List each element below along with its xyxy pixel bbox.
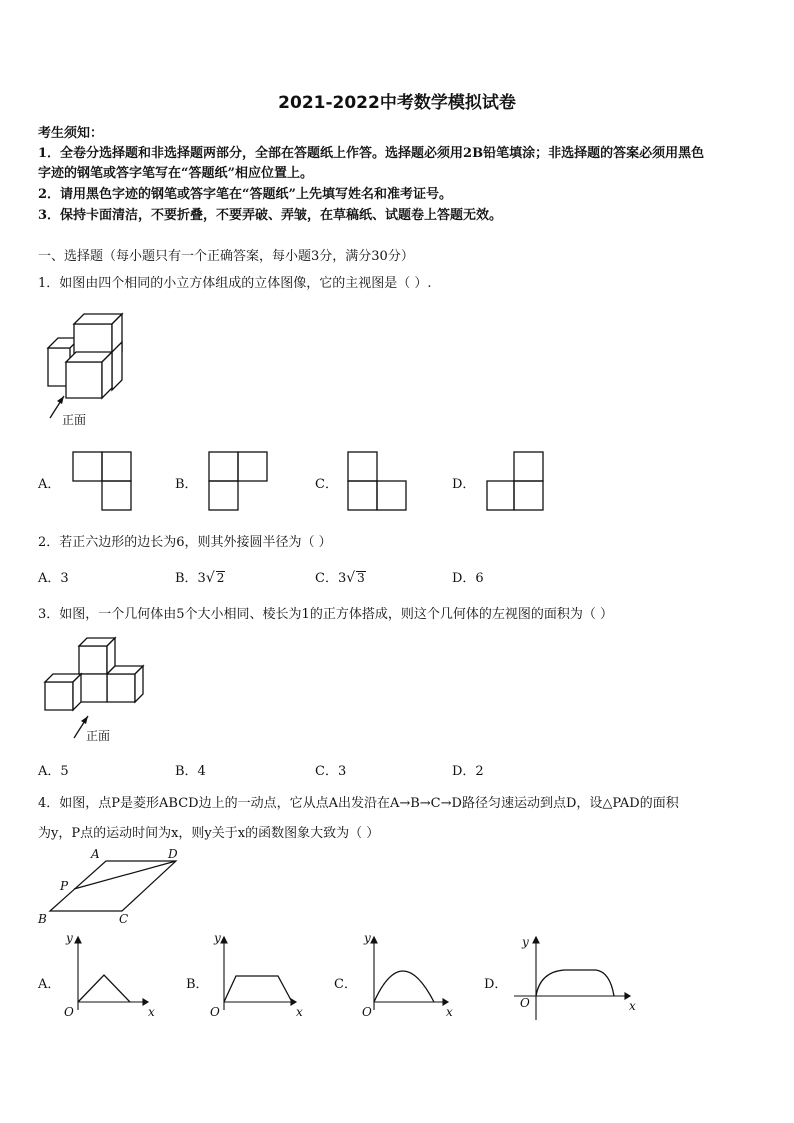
q2-option-a: A．3	[38, 571, 69, 586]
q4-option-d-label: D．	[484, 977, 508, 992]
q3-front-label: 正面	[86, 729, 111, 743]
svg-text:y: y	[522, 935, 529, 949]
q2-text: 2．若正六边形的边长为6，则其外接圆半径为（ ）	[38, 535, 332, 550]
q1-option-a-label: A．	[38, 477, 61, 492]
point-p-label: P	[60, 879, 69, 893]
vertex-d-label: D	[168, 847, 178, 861]
q3-cube-figure	[40, 634, 152, 746]
q3-option-d: D．2	[452, 764, 484, 779]
notice-item-1-cont: 字迹的钢笔或答字笔写在“答题纸”相应位置上。	[38, 166, 313, 181]
vertex-b-label: B	[38, 912, 47, 926]
q3-text: 3．如图，一个几何体由5个大小相同、棱长为1的正方体搭成，则这个几何体的左视图的面积为（ ）	[38, 607, 613, 622]
q4-text-line-1: 4．如图，点P是菱形ABCD边上的一动点，它从点A出发沿在A→B→C→D路径匀速运动到点D，设△PAD的面积	[38, 796, 679, 811]
svg-text:O: O	[362, 1005, 372, 1019]
page-title: 2021-2022中考数学模拟试卷	[278, 93, 516, 113]
svg-text:x: x	[296, 1005, 303, 1019]
notice-item-1: 1．全卷分选择题和非选择题两部分，全部在答题纸上作答。选择题必须用2B铅笔填涂；非选择题的答案必须用黑色	[38, 146, 705, 161]
q2-option-c-prefix: C．3	[315, 571, 347, 586]
q1-option-b-label: B．	[175, 477, 198, 492]
q2-option-b	[175, 567, 225, 586]
q1-option-c-figure	[347, 451, 409, 513]
q2-option-b-prefix: B．3	[175, 571, 206, 586]
sqrt-sign: √	[205, 570, 215, 586]
svg-text:y: y	[364, 931, 371, 945]
q1-cube-figure	[40, 300, 140, 430]
svg-text:O: O	[64, 1005, 74, 1019]
q4-option-c-label: C．	[334, 977, 357, 992]
q2-option-c-radicand: 3	[357, 571, 365, 585]
q3-option-c: C．3	[315, 764, 347, 779]
svg-text:x: x	[148, 1005, 155, 1019]
notice-item-2: 2．请用黑色字迹的钢笔或答字笔在“答题纸”上先填写姓名和准考证号。	[38, 187, 453, 202]
q2-option-d: D．6	[452, 571, 484, 586]
q4-option-b-label: B．	[186, 977, 209, 992]
q1-option-c-label: C．	[315, 477, 338, 492]
q4-option-a-label: A．	[38, 977, 61, 992]
vertex-c-label: C	[119, 912, 129, 926]
svg-text:x: x	[446, 1005, 453, 1019]
q2-option-c	[315, 567, 366, 586]
notice-heading: 考生须知：	[38, 126, 104, 141]
q1-option-a-figure	[72, 451, 134, 513]
svg-text:y: y	[214, 931, 221, 945]
q4-option-c-graph	[356, 932, 456, 1022]
q1-front-label: 正面	[62, 413, 87, 427]
q1-option-d-figure	[486, 451, 548, 513]
svg-text:y: y	[66, 931, 73, 945]
q4-option-a-graph	[60, 932, 160, 1022]
q1-text: 1．如图由四个相同的小立方体组成的立体图像，它的主视图是（ ）.	[38, 276, 432, 291]
q4-option-d-graph	[506, 932, 636, 1022]
section-heading: 一、选择题（每小题只有一个正确答案，每小题3分，满分30分）	[38, 249, 414, 264]
svg-text:O: O	[210, 1005, 220, 1019]
svg-text:x: x	[629, 999, 636, 1013]
notice-item-3: 3．保持卡面清洁，不要折叠，不要弄破、弄皱，在草稿纸、试题卷上答题无效。	[38, 208, 503, 223]
q1-option-b-figure	[208, 451, 270, 513]
sqrt-sign: √	[346, 570, 356, 586]
q4-rhombus-figure	[36, 846, 196, 926]
q1-option-d-label: D．	[452, 477, 476, 492]
q3-option-b: B．4	[175, 764, 206, 779]
q2-option-b-radicand: 2	[216, 571, 225, 585]
vertex-a-label: A	[91, 847, 100, 861]
svg-text:O: O	[520, 996, 530, 1010]
q4-option-b-graph	[206, 932, 306, 1022]
q3-option-a: A．5	[38, 764, 69, 779]
q4-text-line-2: 为y，P点的运动时间为x，则y关于x的函数图象大致为（ ）	[38, 826, 380, 841]
